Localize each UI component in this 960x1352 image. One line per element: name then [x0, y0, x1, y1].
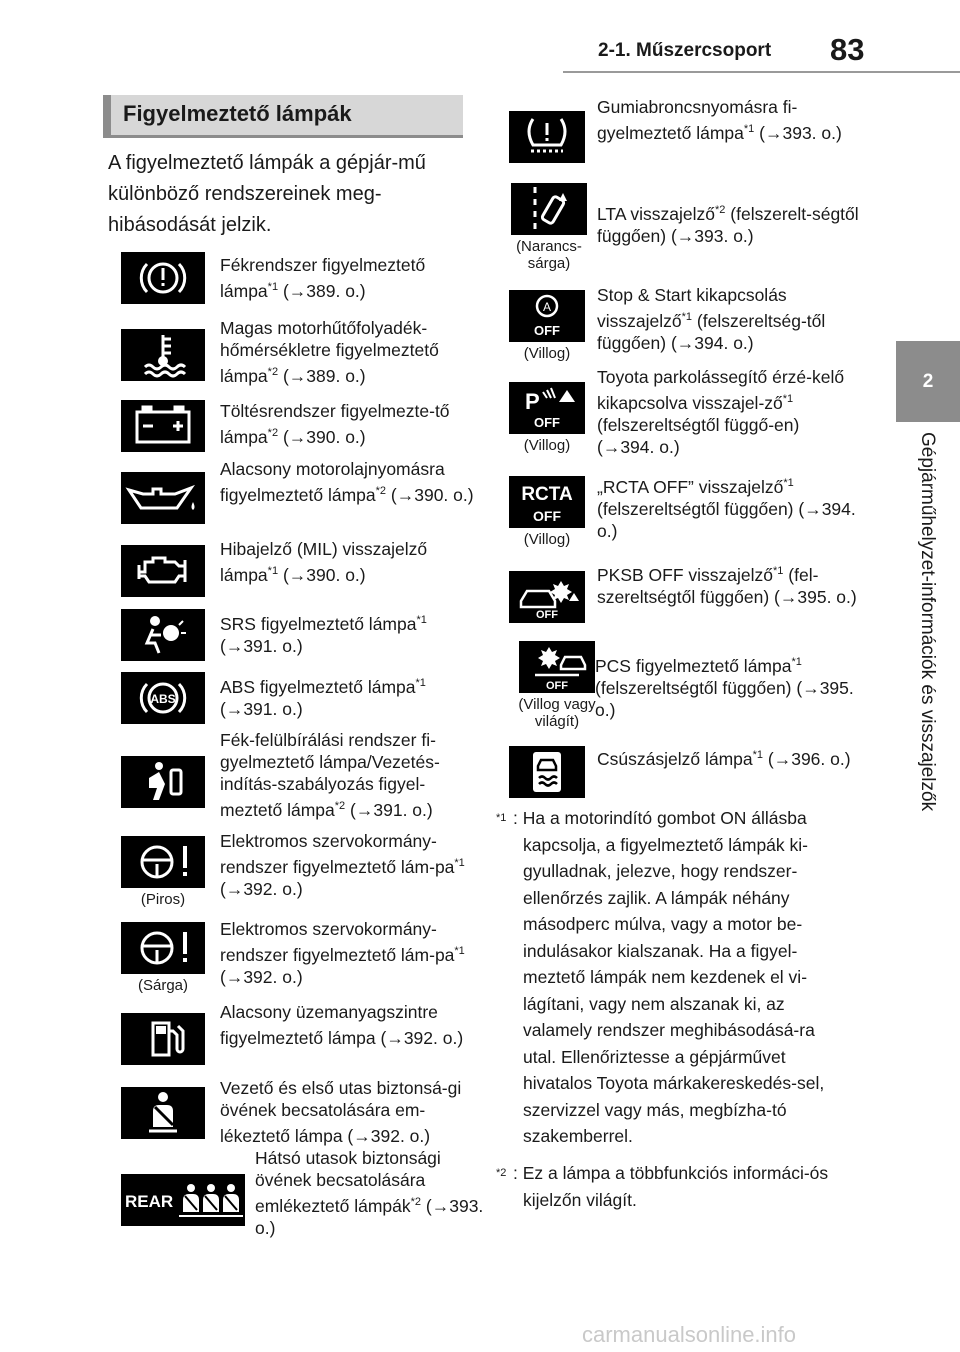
stop-start-off-icon — [509, 290, 585, 342]
pcs-warning-icon — [519, 641, 595, 693]
svg-text:OFF: OFF — [534, 415, 560, 430]
lamp-item-seatbelt — [121, 1078, 462, 1146]
lamp-caption: (Villog) — [523, 437, 571, 454]
slip-indicator-icon — [509, 746, 585, 798]
lamp-item-stop-start — [509, 285, 826, 362]
footnote-text: : Ez a lámpa a többfunkciós informáci-ós kijelzőn világít. — [513, 1163, 829, 1210]
svg-text:OFF: OFF — [534, 323, 560, 338]
lamp-desc: Alacsony motorolajnyomásra figyelmeztető lámpa$^{*2}$ (→390. o.) — [220, 459, 474, 505]
lamp-item-parking-sensor — [509, 367, 845, 457]
section-intro: A figyelmeztető lámpák a gépjár-mű különböző rendszereinek meg-hibásodását jelzik. — [108, 152, 426, 236]
svg-text:OFF: OFF — [533, 508, 561, 524]
svg-text:A: A — [542, 300, 552, 314]
footnote-1 — [496, 805, 852, 1150]
chapter-tab — [896, 341, 960, 422]
brake-override-icon — [121, 756, 205, 808]
lamp-item-rear-seatbelt — [121, 1148, 484, 1238]
lamp-desc: Hátsó utasok biztonsági övének becsatolására emlékeztető lámpák$^{*2}$ (→393. o.) — [255, 1148, 484, 1238]
chapter-number: 2 — [922, 370, 934, 392]
pksb-off-icon — [509, 571, 585, 623]
lamp-desc: ABS figyelmeztető lámpa$^{*1}$ (→391. o.) — [220, 676, 426, 719]
rcta-off-icon — [509, 476, 585, 528]
lane-tracing-icon — [511, 183, 587, 235]
lamp-caption: (Sárga) — [137, 977, 189, 994]
footnote-text: : Ha a motorindító gombot ON állásba kapcsolja, a figyelmeztető lámpák ki-gyulladnak, jelezve, hogy rendszer-ellenőrzés zajlik. A lámpák néhány másodperc múlva, vagy a motor be-indulásakor kialszanak. Ha a figyel-meztető lámpák nem kezdenek el vi-lágítani, vagy nem alszanak ki, az valamely rendszer meghibásodásá-ra utal. Ellenőriztesse a gépjárművet hivatalos Toyota márkakereskedés-sel, szervizzel vagy más, megbízha-tó szakemberrel. — [513, 808, 825, 1146]
lamp-item-eps-yellow — [121, 919, 465, 994]
svg-text:REAR: REAR — [125, 1192, 174, 1211]
lamp-item-mil — [121, 539, 428, 597]
lamp-desc: Vezető és első utas biztonsá-gi övének becsatolására em-lékeztető lámpa (→392. o.) — [220, 1078, 462, 1146]
svg-text:RCTA: RCTA — [521, 484, 573, 505]
lamp-desc: LTA visszajelző$^{*2}$ (felszerelt-ségtől függően) (→393. o.) — [597, 203, 859, 246]
lamp-desc: Csúszásjelző lámpa$^{*1}$ (→396. o.) — [597, 748, 851, 769]
lamp-desc: Elektromos szervokormány-rendszer figyelmeztető lám-$pa^{*1}$ (→392. o.) — [220, 919, 465, 987]
lamp-item-tire-pressure — [509, 97, 842, 163]
lamp-item-brake — [121, 252, 426, 304]
section-heading: Figyelmeztető lámpák — [103, 95, 463, 138]
lamp-item-coolant — [121, 318, 439, 386]
rear-seatbelt-icon — [121, 1174, 245, 1226]
footnote-2 — [496, 1160, 852, 1213]
footnote-marker: *1 — [496, 812, 507, 824]
lamp-item-charging — [121, 400, 450, 452]
lamp-item-pcs — [509, 641, 854, 730]
lamp-desc: Alacsony üzemanyagszintre figyelmeztető lámpa (→392. o.) — [220, 1002, 464, 1048]
lamp-item-lta — [509, 183, 859, 272]
oil-pressure-icon — [121, 472, 205, 524]
low-fuel-icon — [121, 1013, 205, 1065]
lamp-item-eps-red — [121, 831, 465, 908]
lamp-desc: Toyota parkolássegítő érzé-kelő kikapcsolva visszajel-$ző^{*1}$ (felszereltségtől függő-en) (→394. o.) — [597, 367, 845, 457]
lamp-desc: PCS figyelmeztető lámpa$^{*1}$ (felszereltségtől függően) (→395. o.) — [595, 655, 854, 720]
lamp-desc: Magas motorhűtőfolyadék-hőmérsékletre figyelmeztető lámpa$^{*2}$ (→389. o.) — [220, 318, 439, 386]
coolant-temperature-icon — [121, 329, 205, 381]
lamp-desc: Fék-felülbírálási rendszer fi-gyelmeztető lámpa/Vezetés-indítás-szabályozás figyel-meztető lámpa$^{*2}$ (→391. o.) — [220, 730, 440, 820]
lamp-desc: Gumiabroncsnyomásra fi-gyelmeztető lámpa$^{*1}$ (→393. o.) — [597, 97, 842, 143]
abs-icon — [121, 672, 205, 724]
lamp-item-abs — [121, 672, 426, 724]
lamp-desc: PKSB OFF visszajelző$^{*1}$ (fel-szereltségtől függően) (→395. o.) — [597, 564, 857, 607]
lamp-item-rcta — [509, 476, 856, 548]
lamp-caption: (Piros) — [140, 891, 186, 908]
lamp-desc: Fékrendszer figyelmeztető lámpa$^{*1}$ (→389. o.) — [220, 255, 426, 301]
page-number: 83 — [830, 32, 865, 67]
chapter-title: Gépjárműhelyzet-információk és visszajelzők — [917, 432, 938, 812]
lamp-item-brake-override — [121, 730, 440, 820]
watermark: carmanualsonline.info — [582, 1322, 797, 1347]
lamp-item-fuel — [121, 1002, 464, 1065]
lamp-item-slip — [509, 746, 851, 798]
lamp-caption: (Villog) — [523, 345, 571, 362]
svg-text:OFF: OFF — [536, 609, 558, 621]
header-rule — [563, 71, 960, 73]
tire-pressure-icon — [509, 111, 585, 163]
seatbelt-reminder-icon — [121, 1087, 205, 1139]
lamp-desc: Hibajelző (MIL) visszajelző lámpa$^{*1}$ (→390. o.) — [220, 539, 428, 585]
lamp-desc: Stop & Start kikapcsolás visszajelző$^{*1}$ (felszereltség-től függően) (→394. o.) — [597, 285, 826, 353]
lamp-desc: Töltésrendszer figyelmezte-tő lámpa$^{*2}$ (→390. o.) — [220, 401, 450, 447]
brake-warning-icon — [121, 252, 205, 304]
footnote-marker: *2 — [496, 1167, 507, 1179]
lamp-desc: Elektromos szervokormány-rendszer figyelmeztető lám-$pa^{*1}$ (→392. o.) — [220, 831, 465, 899]
battery-charging-icon — [121, 400, 205, 452]
lamp-item-srs — [121, 609, 427, 661]
lamp-caption: (Villog) — [523, 531, 571, 548]
lamp-item-pksb — [509, 564, 857, 623]
lamp-item-oil — [121, 459, 474, 524]
svg-text:ABS: ABS — [150, 692, 176, 706]
power-steering-icon — [121, 836, 205, 888]
srs-airbag-icon — [121, 609, 205, 661]
parking-sensor-off-icon — [509, 382, 585, 434]
check-engine-icon — [121, 545, 205, 597]
section-title: 2-1. Műszercsoport — [598, 40, 772, 61]
lamp-desc: „RCTA OFF” visszajelző$^{*1}$ (felszereltségtől függően) (→394. o.) — [597, 476, 856, 541]
lamp-caption: (Villog vagy világít) — [518, 696, 596, 730]
svg-text:OFF: OFF — [546, 680, 568, 692]
lamp-desc: SRS figyelmeztető lámpa$^{*1}$ (→391. o.) — [220, 613, 427, 656]
svg-text:P: P — [525, 389, 540, 414]
lamp-caption: (Narancs-sárga) — [516, 238, 582, 272]
power-steering-icon — [121, 922, 205, 974]
